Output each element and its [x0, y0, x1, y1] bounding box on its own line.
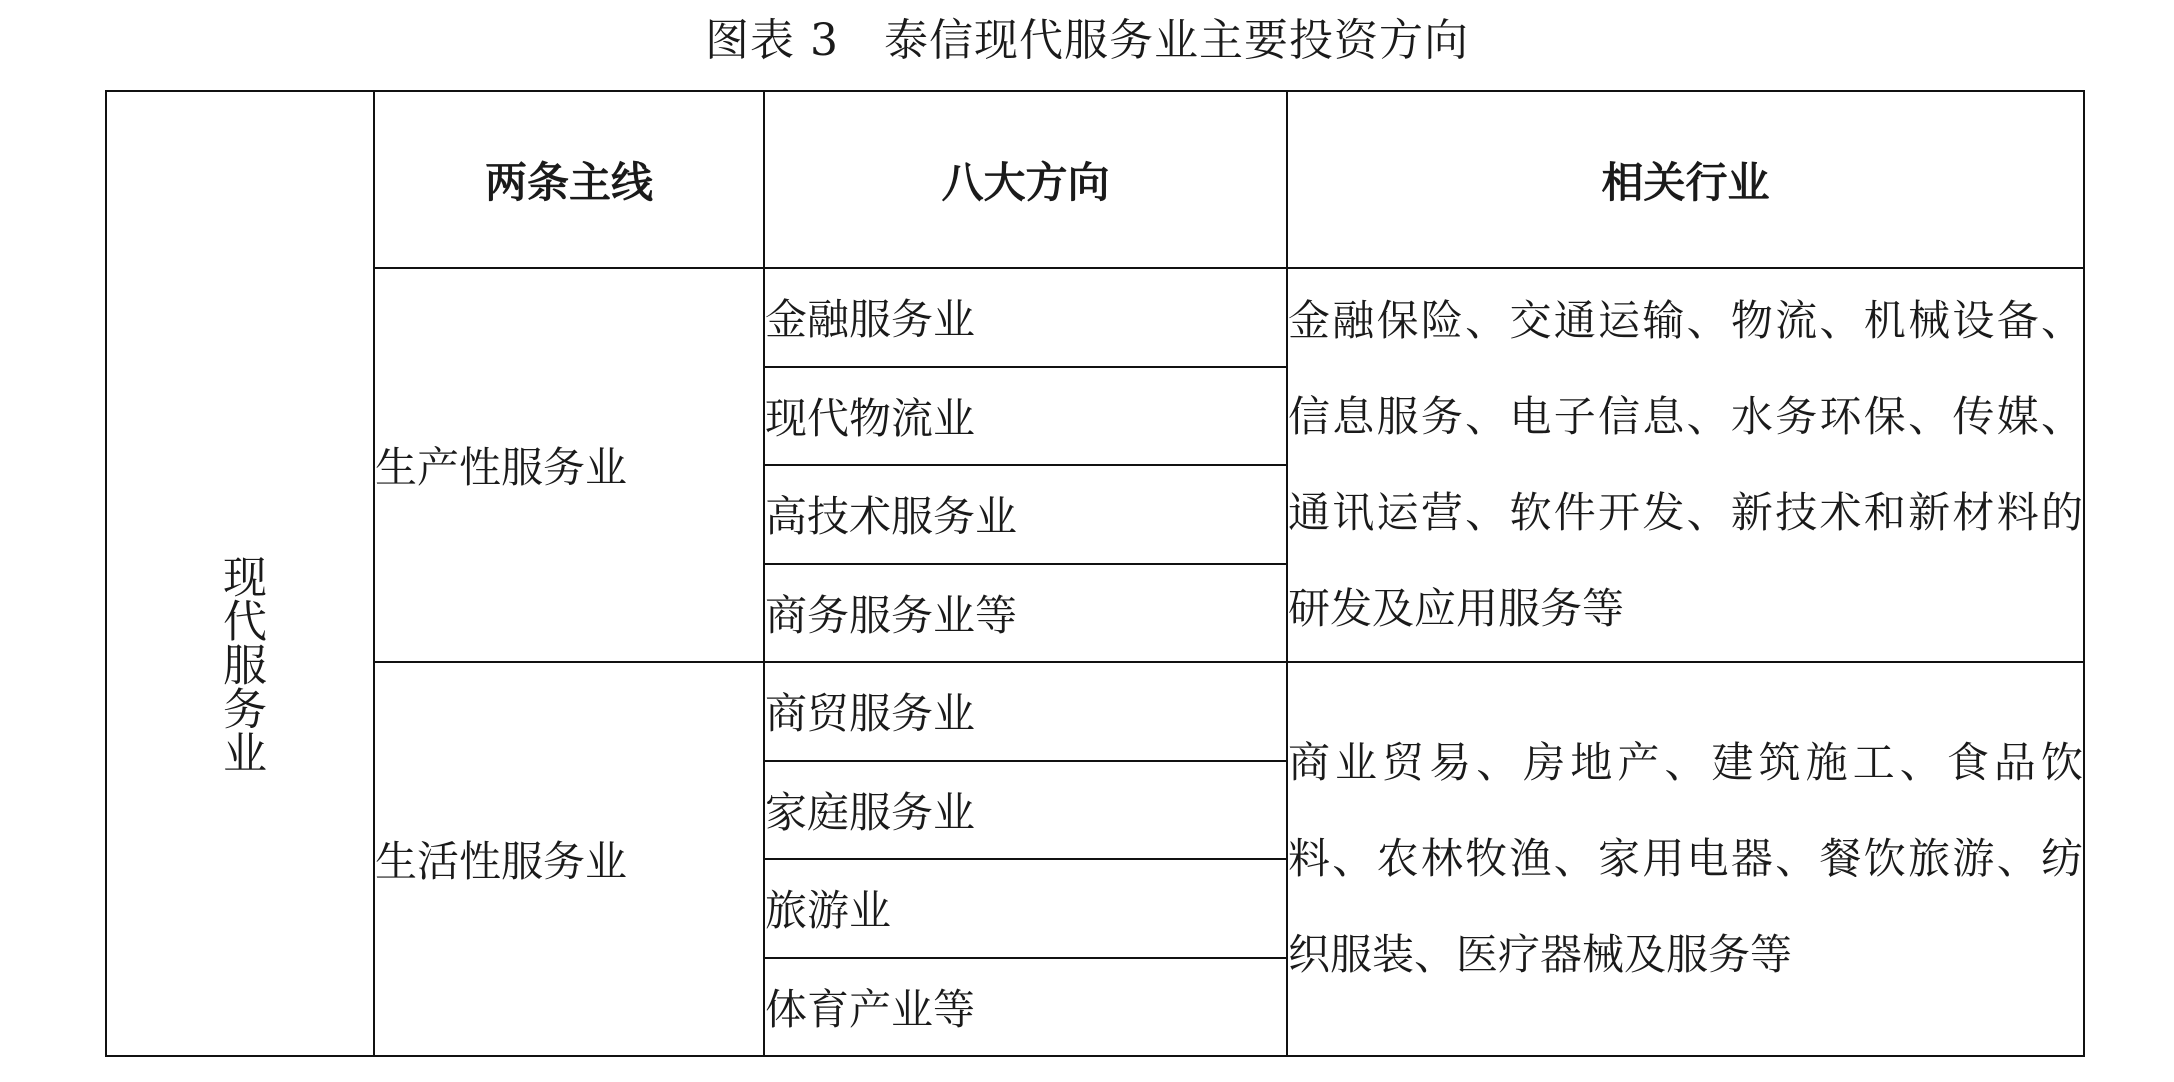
main-line-consumer-services: 生活性服务业 — [374, 662, 764, 1056]
direction-cell: 商务服务业等 — [764, 564, 1287, 663]
header-related-industries: 相关行业 — [1287, 91, 2084, 268]
caption-number: 3 — [810, 15, 840, 66]
table-row — [106, 268, 2084, 367]
direction-cell: 商贸服务业 — [764, 662, 1287, 761]
caption-prefix: 图表 — [705, 15, 796, 66]
table-caption — [0, 10, 2174, 72]
header-main-lines: 两条主线 — [374, 91, 764, 268]
investment-directions-table — [105, 90, 2085, 1057]
root-category-cell — [106, 91, 374, 1056]
direction-cell: 家庭服务业 — [764, 761, 1287, 860]
direction-cell: 高技术服务业 — [764, 465, 1287, 564]
main-line-producer-services: 生产性服务业 — [374, 268, 764, 662]
table-header-row — [106, 91, 2084, 268]
industries-consumer-services: 商业贸易、房地产、建筑施工、食品饮料、农林牧渔、家用电器、餐饮旅游、纺织服装、医疗器械及服务等 — [1287, 662, 2084, 1056]
header-eight-directions: 八大方向 — [764, 91, 1287, 268]
caption-title: 泰信现代服务业主要投资方向 — [883, 15, 1469, 66]
direction-cell: 旅游业 — [764, 859, 1287, 958]
root-category-label: 现代服务业 — [215, 553, 266, 774]
industries-producer-services: 金融保险、交通运输、物流、机械设备、信息服务、电子信息、水务环保、传媒、通讯运营、软件开发、新技术和新材料的研发及应用服务等 — [1287, 268, 2084, 662]
direction-cell: 体育产业等 — [764, 958, 1287, 1057]
direction-cell: 现代物流业 — [764, 367, 1287, 466]
table-row — [106, 662, 2084, 761]
direction-cell: 金融服务业 — [764, 268, 1287, 367]
